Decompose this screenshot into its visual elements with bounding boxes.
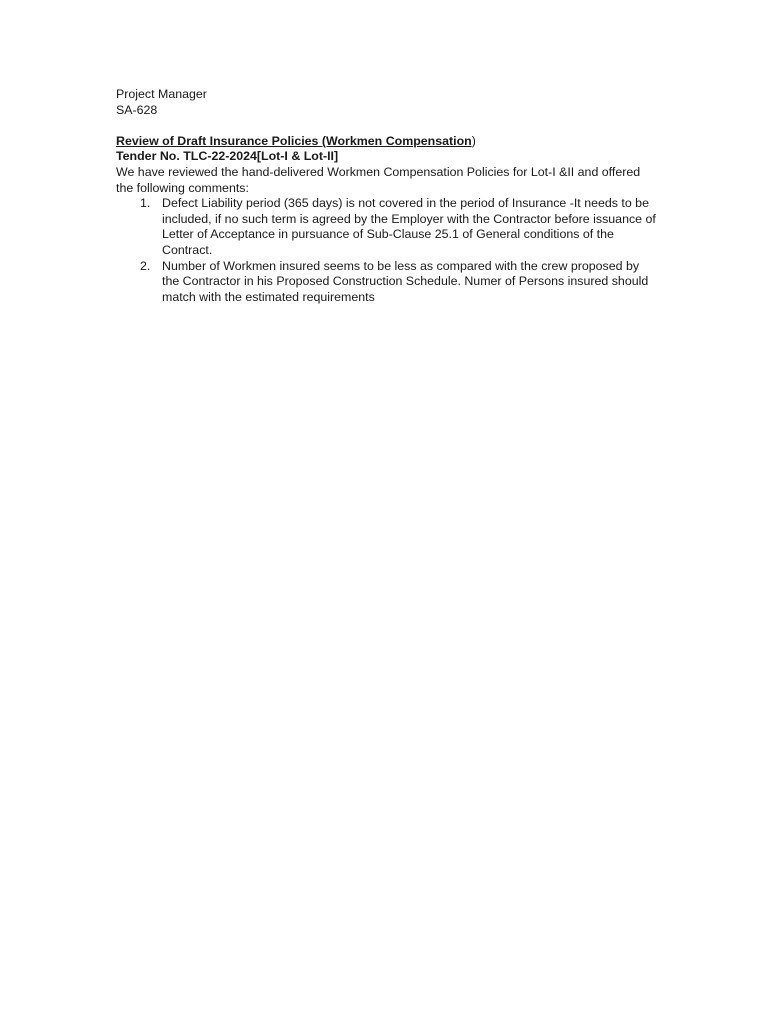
comment-text: Defect Liability period (365 days) is not covered in the period of Insurance -It needs to be included, if no such term is agreed by the Employer with the Contractor before issuance of Letter of Acceptance in pursuance of Sub-Clause 25.1 of General conditions of the Contract. (162, 196, 656, 257)
comment-number: 1. (140, 196, 151, 211)
comments-list (116, 196, 656, 305)
blank-line (116, 118, 656, 134)
comment-item-1 (116, 196, 656, 258)
recipient-title: Project Manager (116, 87, 207, 101)
recipient-reference: SA-628 (116, 102, 158, 117)
subject-closing-paren: ) (471, 133, 476, 148)
intro-paragraph: We have reviewed the hand-delivered Workmen Compensation Policies for Lot-I &II and offered the following comments: (116, 164, 641, 195)
tender-number: Tender No. TLC-22-2024[Lot-I & Lot-II] (116, 149, 339, 164)
comment-text: Number of Workmen insured seems to be less as compared with the crew proposed by the Contractor in his Proposed Construction Schedule. Numer of Persons insured should match with the estimated requirements (162, 258, 649, 304)
comment-number: 2. (140, 258, 151, 273)
document-page (116, 87, 656, 305)
subject-line (116, 134, 656, 150)
comment-item-2 (116, 259, 656, 306)
subject-text: Review of Draft Insurance Policies (Workmen Compensation (116, 133, 472, 148)
